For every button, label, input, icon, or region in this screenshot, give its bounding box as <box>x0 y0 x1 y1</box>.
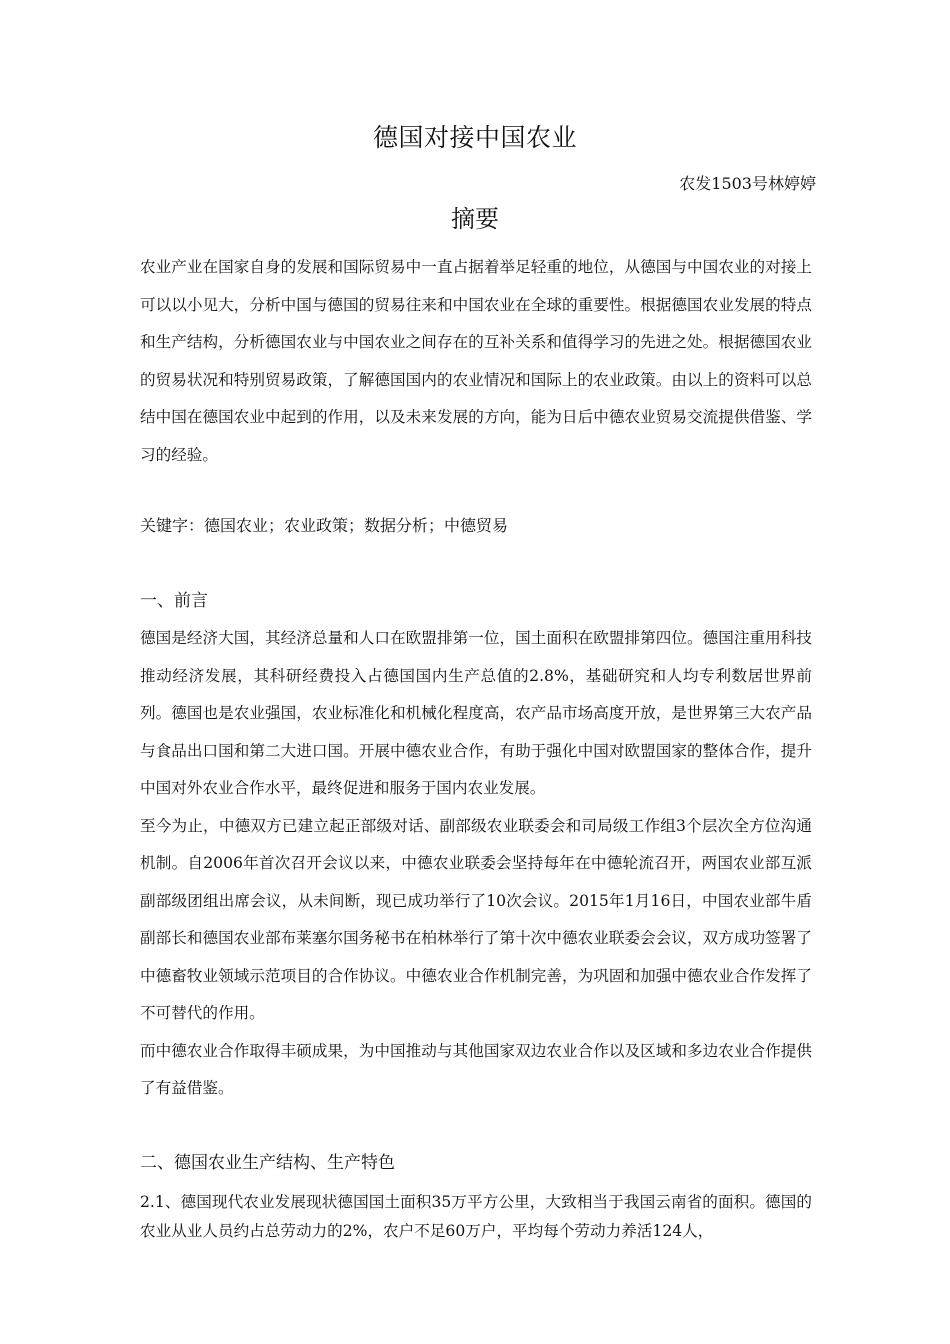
section-1-heading: 一、前言 <box>140 591 208 611</box>
section-2-paragraph: 2.1、德国现代农业发展现状德国国土面积35万平方公里，大致相当于我国云南省的面积。德国的农业从业人员约占总劳动力的2%，农户不足60万户，平均每个劳动力养活124人， <box>140 1193 812 1240</box>
section-1-paragraph: 至今为止，中德双方已建立起正部级对话、副部级农业联委会和司局级工作组3个层次全方位沟通机制。自2006年首次召开会议以来，中德农业联委会坚持每年在中德轮流召开，两国农业部互派副部级团组出席会议，从未间断，现已成功举行了10次会议。2015年1月16日，中国农业部牛盾副部长和德国农业部布莱塞尔国务秘书在柏林举行了第十次中德农业联委会会议，双方成功签署了中德畜牧业领域示范项目的合作协议。中德农业合作机制完善，为巩固和加强中德农业合作发挥了不可替代的作用。 <box>140 816 812 1022</box>
section-2-heading: 二、德国农业生产结构、生产特色 <box>140 1153 395 1173</box>
section-1-body <box>140 620 812 1108</box>
keywords-line: 关键字：德国农业；农业政策；数据分析；中德贸易 <box>140 516 509 535</box>
section-2-body <box>140 1188 812 1246</box>
section-1-paragraph: 德国是经济大国，其经济总量和人口在欧盟排第一位，国土面积在欧盟排第四位。德国注重用科技推动经济发展，其科研经费投入占德国国内生产总值的2.8%，基础研究和人均专利数居世界前列。德国也是农业强国，农业标准化和机械化程度高，农产品市场高度开放，是世界第三大农产品与食品出口国和第二大进口国。开展中德农业合作，有助于强化中国对欧盟国家的整体合作，提升中国对外农业合作水平，最终促进和服务于国内农业发展。 <box>140 629 812 797</box>
section-1-paragraph: 而中德农业合作取得丰硕成果，为中国推动与其他国家双边农业合作以及区域和多边农业合作提供了有益借鉴。 <box>140 1041 812 1097</box>
document-title: 德国对接中国农业 <box>372 123 577 152</box>
abstract-paragraph <box>140 249 812 474</box>
author-line: 农发1503号林婷婷 <box>679 174 816 193</box>
abstract-heading: 摘要 <box>451 205 499 233</box>
abstract-text: 农业产业在国家自身的发展和国际贸易中一直占据着举足轻重的地位，从德国与中国农业的对接上可以以小见大，分析中国与德国的贸易往来和中国农业在全球的重要性。根据德国农业发展的特点和生产结构，分析德国农业与中国农业之间存在的互补关系和值得学习的先进之处。根据德国农业的贸易状况和特别贸易政策，了解德国国内的农业情况和国际上的农业政策。由以上的资料可以总结中国在德国农业中起到的作用，以及未来发展的方向，能为日后中德农业贸易交流提供借鉴、学习的经验。 <box>140 258 812 464</box>
